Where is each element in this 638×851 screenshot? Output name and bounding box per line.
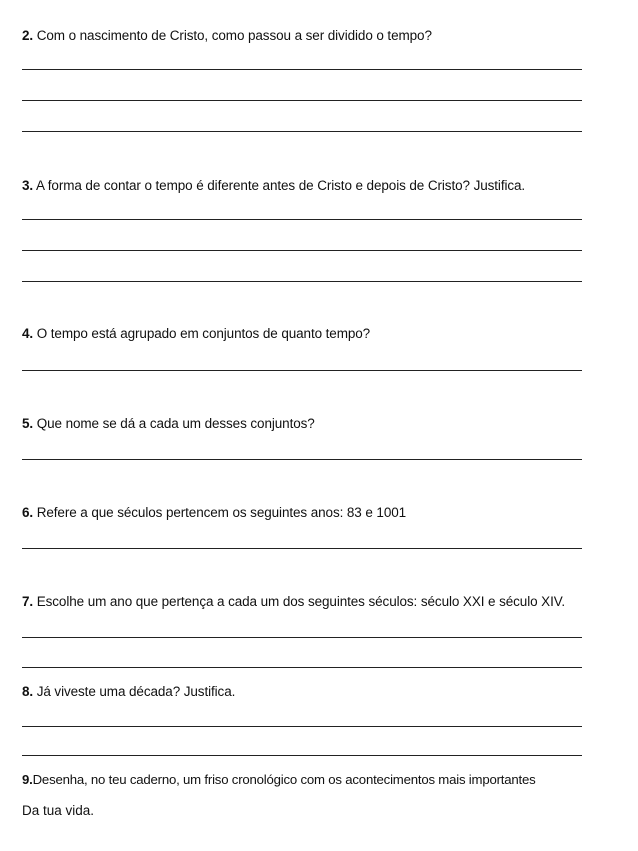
answer-line[interactable]: [22, 755, 582, 756]
question-number: 9.: [22, 772, 33, 787]
answer-line[interactable]: [22, 637, 582, 638]
answer-line[interactable]: [22, 69, 582, 70]
question-2: [22, 28, 432, 44]
question-number: 4.: [22, 326, 34, 341]
answer-line[interactable]: [22, 667, 582, 668]
question-text: Refere a que séculos pertencem os seguintes anos: 83 e 1001: [33, 505, 407, 520]
answer-line[interactable]: [22, 219, 582, 220]
question-text: Que nome se dá a cada um desses conjuntos?: [33, 416, 315, 431]
answer-line[interactable]: [22, 250, 582, 251]
question-text: A forma de contar o tempo é diferente antes de Cristo e depois de Cristo? Justifica.: [33, 178, 526, 193]
question-text: Já viveste uma década? Justifica.: [33, 684, 236, 699]
question-number: 7.: [22, 594, 34, 609]
answer-line[interactable]: [22, 281, 582, 282]
answer-line[interactable]: [22, 100, 582, 101]
answer-line[interactable]: [22, 131, 582, 132]
question-3: [22, 178, 525, 194]
question-9-continuation: Da tua vida.: [22, 803, 95, 818]
question-text: Desenha, no teu caderno, um friso cronológico com os acontecimentos mais importantes: [32, 772, 536, 787]
question-number: 6.: [22, 505, 34, 520]
answer-line[interactable]: [22, 459, 582, 460]
question-number: 3.: [22, 178, 34, 193]
question-number: 5.: [22, 416, 34, 431]
question-8: [22, 684, 235, 700]
question-6: [22, 505, 406, 521]
answer-line[interactable]: [22, 726, 582, 727]
question-text: O tempo está agrupado em conjuntos de quanto tempo?: [33, 326, 371, 341]
question-7: [22, 594, 565, 610]
answer-line[interactable]: [22, 370, 582, 371]
question-number: 2.: [22, 28, 34, 43]
question-text: Com o nascimento de Cristo, como passou a ser dividido o tempo?: [33, 28, 432, 43]
question-number: 8.: [22, 684, 34, 699]
question-5: [22, 416, 315, 432]
question-4: [22, 326, 370, 342]
answer-line[interactable]: [22, 548, 582, 549]
question-text: Escolhe um ano que pertença a cada um dos seguintes séculos: século XXI e século XIV.: [33, 594, 566, 609]
question-9: [22, 772, 536, 788]
